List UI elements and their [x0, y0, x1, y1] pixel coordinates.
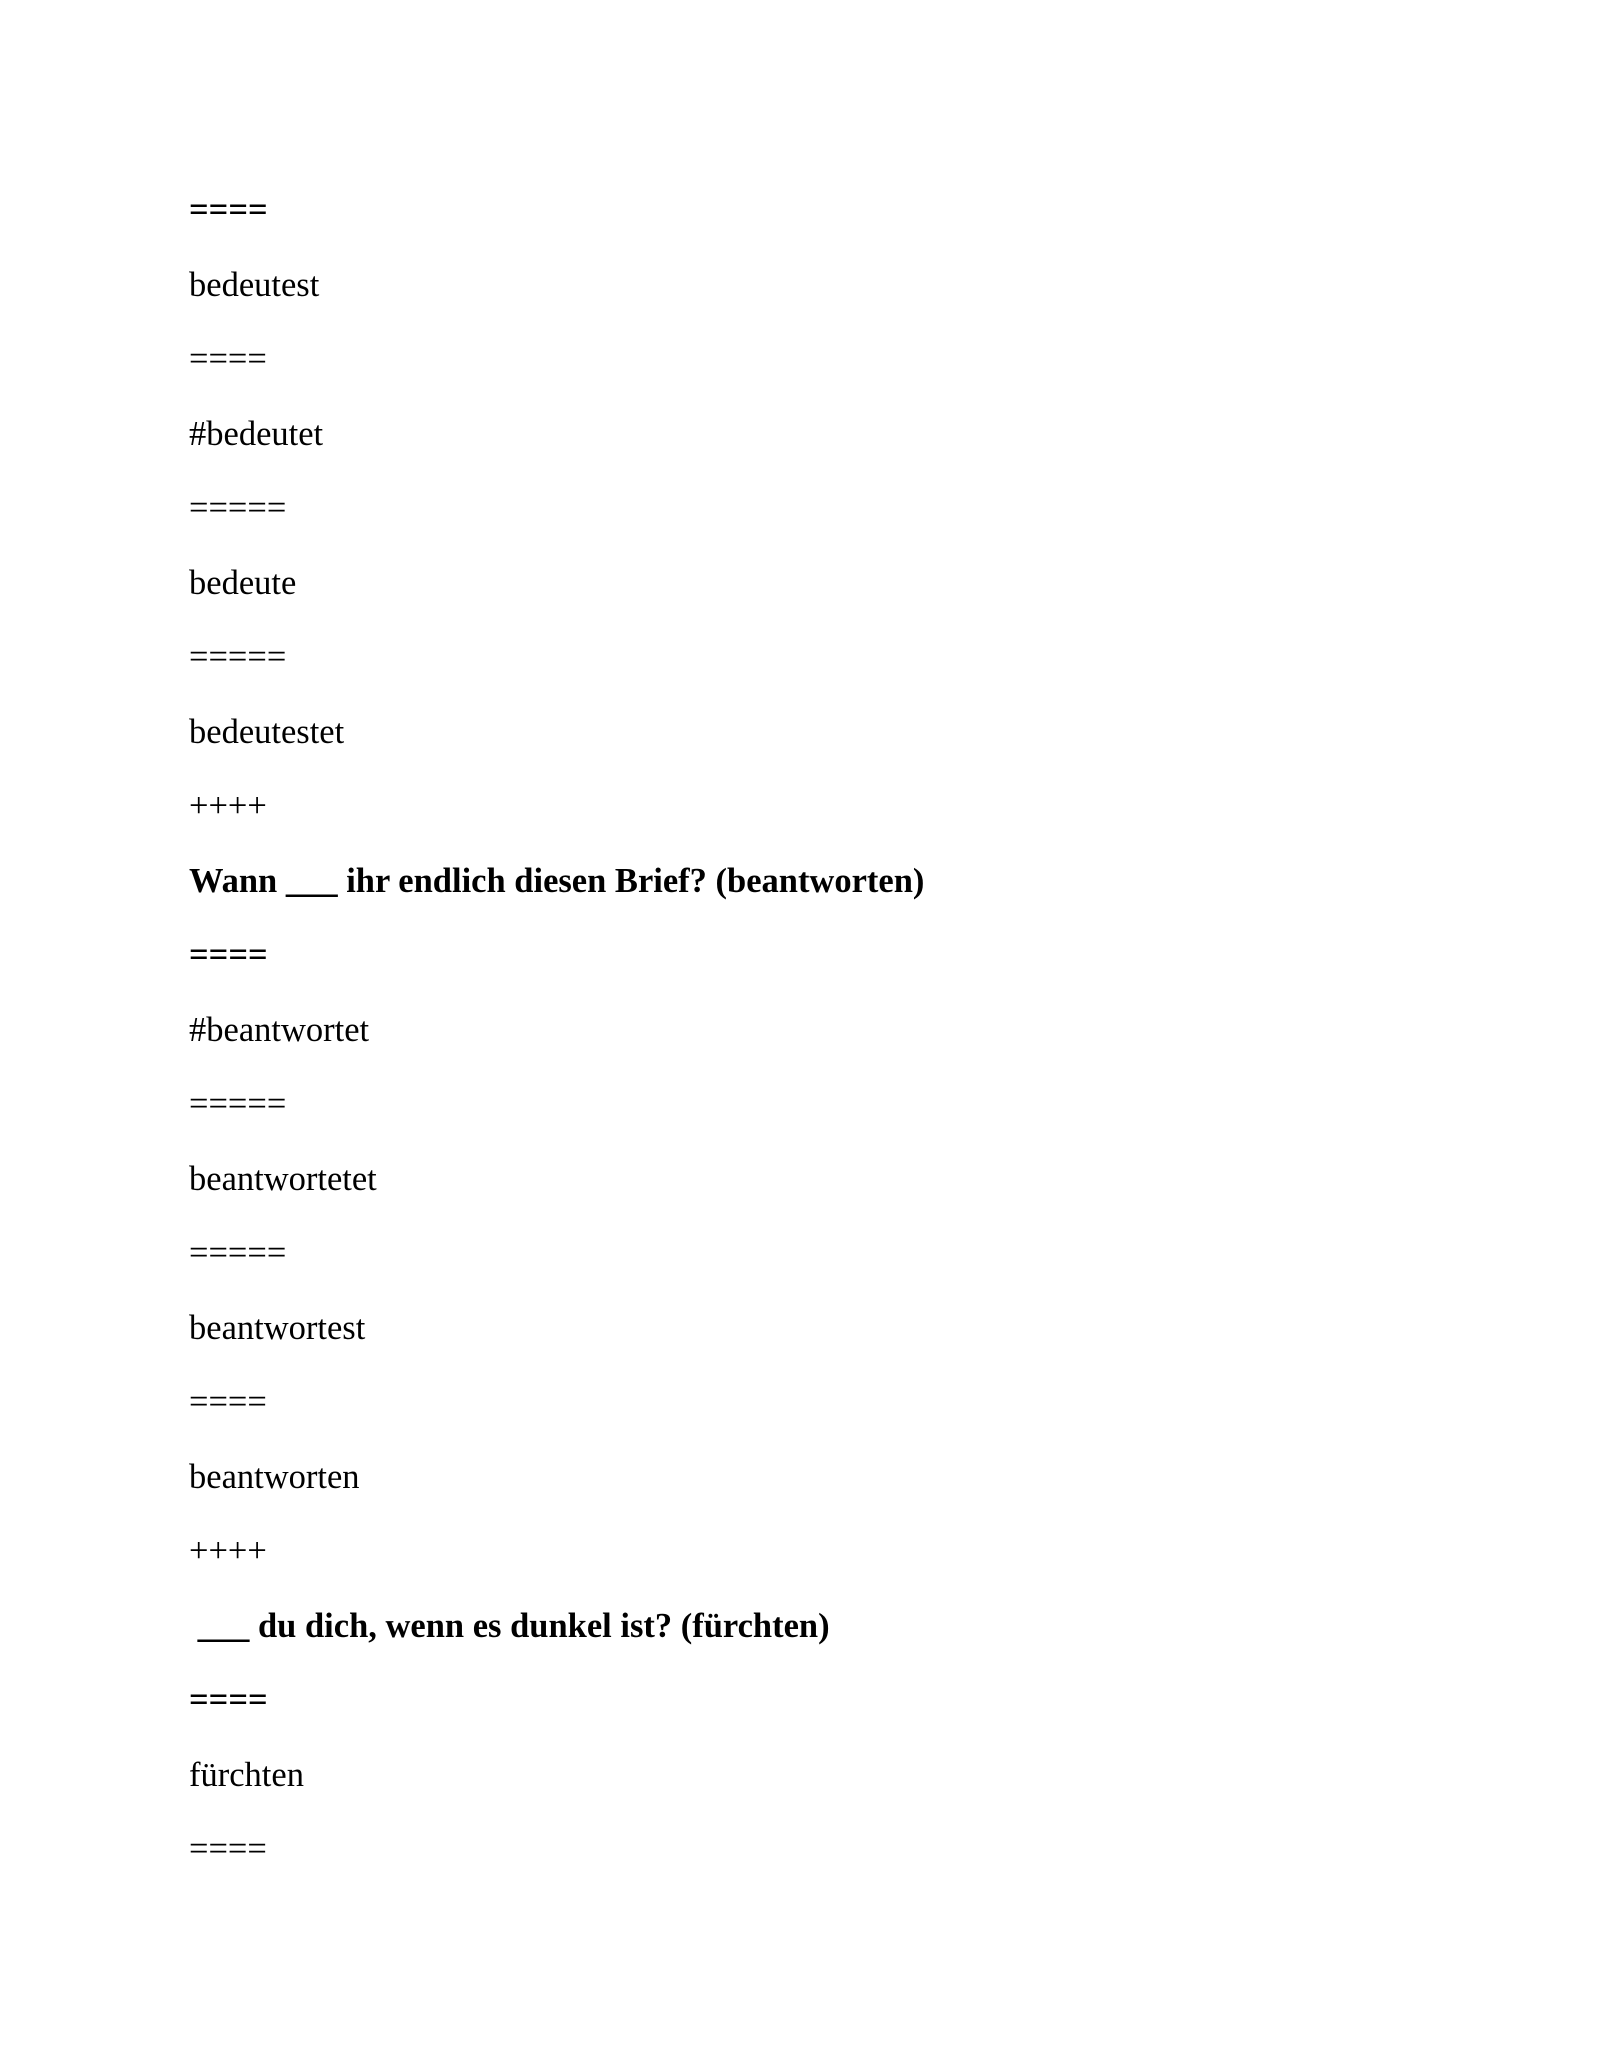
- separator-line: ====: [189, 936, 268, 974]
- answer-option: bedeutest: [189, 265, 320, 304]
- answer-option: bedeutestet: [189, 712, 345, 751]
- document-body: [189, 186, 1489, 1900]
- separator-line: ====: [189, 191, 268, 229]
- question-text: Wann ___ ihr endlich diesen Brief? (beantworten): [189, 861, 925, 900]
- question-separator: ++++: [189, 1532, 267, 1570]
- separator-line: ====: [189, 1830, 267, 1868]
- answer-option: bedeute: [189, 563, 297, 602]
- question-separator: ++++: [189, 787, 267, 825]
- separator-line: ====: [189, 1681, 268, 1719]
- answer-option: beantwortest: [189, 1308, 366, 1347]
- correct-answer-option: #beantwortet: [189, 1010, 370, 1049]
- separator-line: ====: [189, 1383, 267, 1421]
- correct-answer-option: #bedeutet: [189, 414, 324, 453]
- separator-line: =====: [189, 638, 287, 676]
- separator-line: ====: [189, 340, 267, 378]
- separator-line: =====: [189, 1234, 287, 1272]
- question-text: ___ du dich, wenn es dunkel ist? (fürchten): [189, 1606, 830, 1645]
- answer-option: beantworten: [189, 1457, 360, 1496]
- separator-line: =====: [189, 1085, 287, 1123]
- answer-option: fürchten: [189, 1755, 304, 1794]
- separator-line: =====: [189, 489, 287, 527]
- answer-option: beantwortetet: [189, 1159, 377, 1198]
